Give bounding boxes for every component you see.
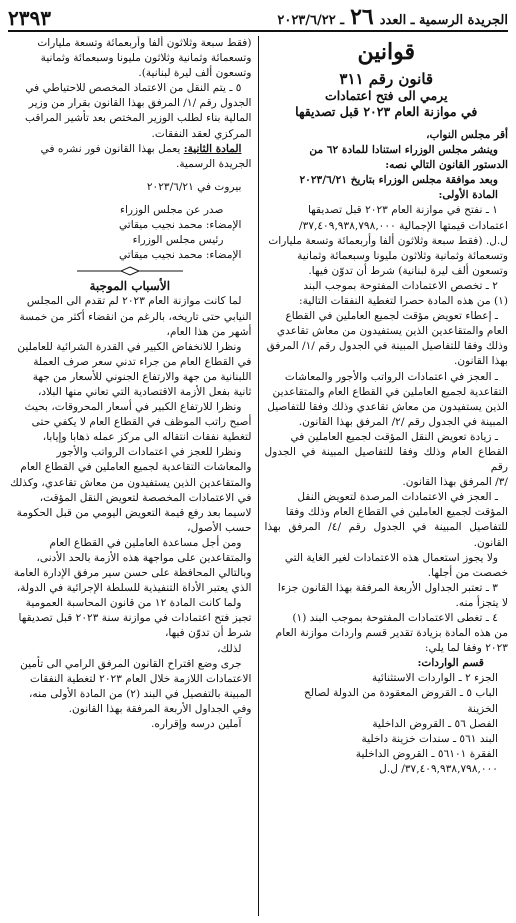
page-columns — [8, 36, 508, 916]
reasons-line: لذلك، — [217, 642, 242, 655]
body-line: ولا يجوز استعمال هذه الاعتمادات لغير الغاية التي — [284, 551, 498, 564]
preamble-line: أقر مجلس النواب، — [426, 129, 508, 141]
reasons-line: في القطاع العام من جراء تدني سعر صرف العملة — [33, 355, 252, 368]
body-line: ـ إعطاء تعويض مؤقت لجميع العاملين في القطاع — [285, 310, 498, 323]
revenue-line: الجزء ٢ ـ الواردات الاستثنائية — [372, 672, 498, 685]
body-line: وتسعون ألف ليرة لبنانية) شرط أن تدوّن فيها. — [308, 264, 508, 277]
gazette-name: الجريدة الرسمية ـ العدد — [379, 13, 508, 28]
reasons-line: والمتقاعدين على مواجهة هذه الأزمة بالحد الأدنى، — [36, 552, 252, 564]
article-1-heading: المادة الأولى: — [438, 189, 498, 202]
signature-line: الإمضاء: محمد نجيب ميقاتي — [118, 249, 242, 262]
body-line: بهذا القانون. — [453, 355, 508, 368]
body-line: خصصت من أجلها. — [427, 566, 508, 579]
body-line: ٤ ـ تغطى الاعتمادات المفتوحة بموجب البند (١) — [292, 612, 498, 624]
body-line: ـ العجز في الاعتمادات المرصدة لتعويض النقل — [297, 491, 498, 504]
reasons-line: الذي يعتبر الأداة التنفيذية للسلطة الإجرائية في الدولة، — [16, 582, 252, 595]
signature-line: صدر عن مجلس الوزراء — [120, 203, 224, 216]
preamble-line: وينشر مجلس الوزراء استنادا للمادة ٦٢ من — [309, 144, 498, 157]
reasons-line: ونظرا للانخفاض الكبير في القدرة الشرائية للعاملين — [17, 340, 242, 353]
body-line: ٢٠٢٣ وفقا لما يلي: — [424, 642, 508, 655]
gazette-masthead — [277, 4, 508, 30]
body-line: ل.ل. (فقط سبعة وثلاثون ألفا وأربعمائة وتسعة مليارات — [268, 234, 508, 247]
body-line: للتفاصيل المبينة في الجدول رقم /٤/ المرفق بهذا القانون. — [264, 521, 508, 549]
article-2-label: المادة الثانية: — [183, 142, 242, 155]
law-number: قانون رقم ٣١١ — [339, 70, 434, 88]
reasons-line: والمتقاعدين الذين يستفيدون من معاش تقاعدي، وكذلك — [10, 476, 252, 489]
reasons-line: تجيز فتح اعتمادات في موازنة سنة ٢٠٢٣ قبل تصديقها — [18, 612, 252, 625]
right-column — [258, 36, 509, 916]
issue-number: ٢٦ — [350, 4, 374, 30]
reasons-line: المبينة بالتفصيل في البند (٢) من المادة الأولى منه، — [28, 687, 252, 700]
reasons-line: لتغطية نفقات انتقاله الى مركز عمله ذهابا وإيابا، — [42, 431, 252, 444]
body-line: العام والمتقاعدين الذين يستفيدون من معاش تقاعدي — [276, 325, 508, 338]
body-line: الذين يستفيدون من معاش تقاعدي وذلك وفقا للتفاصيل — [267, 400, 508, 413]
body-line: لا يتجزأ منه. — [455, 596, 508, 609]
preamble-line: الدستور القانون التالي نصه: — [385, 159, 508, 172]
body-line: من هذه المادة بزيادة تقدير قسم واردات موازنة العام — [275, 627, 508, 640]
reasons-line: ولما كانت المادة ١٢ من قانون المحاسبة العمومية — [25, 597, 242, 610]
reasons-line: جرى وضع اقتراح القانون المرفق الرامي الى تأمين — [20, 657, 242, 670]
body-line: ـ زيادة تعويض النقل المؤقت لجميع العاملين في — [290, 430, 498, 443]
law-subtitle-2: في موازنة العام ٢٠٢٣ قبل تصديقها — [295, 104, 478, 119]
revenue-line: الباب ٥ ـ القروض المعقودة من الدولة لصالح — [304, 687, 498, 700]
revenue-section-heading: قسم الواردات: — [417, 657, 484, 670]
law-subtitle: يرمي الى فتح اعتمادات — [324, 88, 448, 103]
reasons-line: شرط أن تدوّن فيها، — [164, 627, 252, 640]
reasons-line: أصبح راتب الموظف في القطاع العام لا يكفي حتى — [31, 416, 252, 429]
body-line: /٣/ المرفق بهذا القانون. — [402, 476, 508, 489]
reasons-line: النيابي حتى تاريخه، بالرغم من انقضاء أكثر من خمسة — [19, 310, 252, 323]
signature-line: رئيس مجلس الوزراء — [132, 234, 224, 247]
preamble-line: وبعد موافقة مجلس الوزراء بتاريخ ٢٠٢٣/٦/٢١ — [299, 174, 498, 187]
signature-line: الإمضاء: محمد نجيب ميقاتي — [118, 219, 242, 232]
reasons-heading: الأسباب الموجبة — [89, 279, 171, 294]
reasons-line: ثانية بفعل الأزمة الاقتصادية التي تعاني منها البلاد، — [37, 385, 252, 398]
reasons-line: آملين درسه وإقراره. — [151, 718, 242, 731]
reasons-line: وفي الجداول الأربعة المرفقة بهذا القانون. — [68, 702, 252, 715]
body-line: وتسعون ألف ليرة لبنانية). — [138, 67, 252, 80]
reasons-line: وبالتالي المحافظة على حسن سير مرفق الإدارة العامة — [13, 567, 252, 580]
issue-date: ـ ٢٠٢٣/٦/٢٢ — [277, 13, 345, 28]
revenue-line: البند ٥٦١ ـ سندات خزينة داخلية — [361, 732, 498, 745]
page-number: ٢٣٩٣ — [8, 6, 51, 30]
body-line: الجدول رقم /١/ المرفق بهذا القانون بقرار من وزير — [28, 97, 252, 110]
page-header — [8, 4, 508, 32]
reasons-line: ونظرا للارتفاع الكبير في أسعار المحروقات، بحيث — [24, 401, 242, 414]
revenue-total: ٣٧,٤٠٩,٩٣٨,٧٩٨,٠٠٠/ ل.ل — [379, 762, 498, 775]
body-line: ـ العجز في اعتمادات الرواتب والأجور والمعاشات — [284, 370, 498, 383]
divider-ornament-icon — [75, 266, 185, 276]
revenue-line: الفقرة ٥٦١٠١ ـ القروض الداخلية — [355, 747, 498, 760]
revenue-line: الخزينة — [467, 702, 498, 715]
body-line: (١) من هذه المادة حصرا لتغطية النفقات التالية: — [299, 295, 508, 308]
reasons-line: أشهر من هذا العام، — [166, 325, 252, 338]
section-title: قوانين — [357, 39, 415, 65]
place-date: بيروت في ٢٠٢٣/٦/٢١ — [146, 180, 242, 193]
reasons-line: الاعتمادات اللازمة خلال العام ٢٠٢٣ لتغطية النفقات — [30, 672, 252, 685]
body-line: المؤقت لجميع العاملين في القطاع العام وذلك وفقا — [285, 506, 508, 519]
body-line: وذلك وفقا للتفاصيل المبينة في الجدول رقم /١/ المرفق — [266, 340, 508, 353]
body-line: (فقط سبعة وثلاثون ألفا وأربعمائة وتسعة مليارات — [37, 37, 252, 49]
reasons-line: اللبنانية من جهة والارتفاع الجنوني للأسعار من جهة — [32, 370, 252, 383]
body-line: وتسعمائة وثمانية وثلاثون مليونا وسبعمائة وثمانية — [40, 52, 252, 65]
reasons-line: لاسيما بعد رفع قيمة التعويض اليومي من قبل الحكومة — [16, 506, 252, 519]
body-line: المبينة في الجدول رقم /٢/ المرفق بهذا القانون. — [298, 415, 508, 428]
reasons-line: حسب الأصول، — [187, 521, 252, 534]
ornament-divider — [8, 266, 252, 276]
reasons-line: ونظرا للعجز في اعتمادات الرواتب والأجور — [56, 446, 242, 459]
body-line: الجريدة الرسمية. — [175, 157, 252, 170]
reasons-line: ومن أجل مساعدة العاملين في القطاع العام — [49, 536, 242, 549]
body-line: اعتمادات قيمتها الإجمالية ٣٧,٤٠٩,٩٣٨,٧٩٨,٠٠٠/ — [299, 219, 508, 232]
body-line: ٢ ـ تخصص الاعتمادات المفتوحة بموجب البند — [303, 279, 498, 292]
body-line: التقاعدية لجميع العاملين في القطاع العام والمتقاعدين — [272, 385, 508, 398]
left-column — [8, 36, 258, 916]
article-2-text: يعمل بهذا القانون فور نشره في — [40, 142, 184, 155]
reasons-line: في الاعتمادات المخصصة لتعويض النقل المؤقت، — [39, 491, 252, 504]
body-line: ١ ـ نفتح في موازنة العام ٢٠٢٣ قبل تصديقها — [307, 204, 498, 217]
body-line: وتسعمائة وثمانية وثلاثون مليونا وسبعمائة وثمانية — [297, 249, 508, 262]
revenue-line: الفصل ٥٦ ـ القروض الداخلية — [372, 717, 498, 730]
body-line: ٣ ـ تعتبر الجداول الأربعة المرفقة بهذا القانون جزءا — [277, 581, 498, 594]
reasons-line: لما كانت موازنة العام ٢٠٢٣ لم تقدم الى المجلس — [26, 295, 242, 308]
article-2-line — [8, 142, 252, 157]
body-line: المركزي لعقد النفقات. — [151, 127, 252, 140]
body-line: القطاع العام وذلك وفقا للتفاصيل المبينة في الجدول رقم — [264, 445, 508, 474]
reasons-line: والمعاشات التقاعدية لجميع العاملين في القطاع العام — [20, 461, 252, 474]
body-line: ٥ ـ يتم النقل من الاعتماد المخصص للاحتياطي في — [25, 82, 242, 95]
body-line: المالية بناء لطلب الوزير المختص بعد تأشير المراقب — [24, 112, 252, 125]
